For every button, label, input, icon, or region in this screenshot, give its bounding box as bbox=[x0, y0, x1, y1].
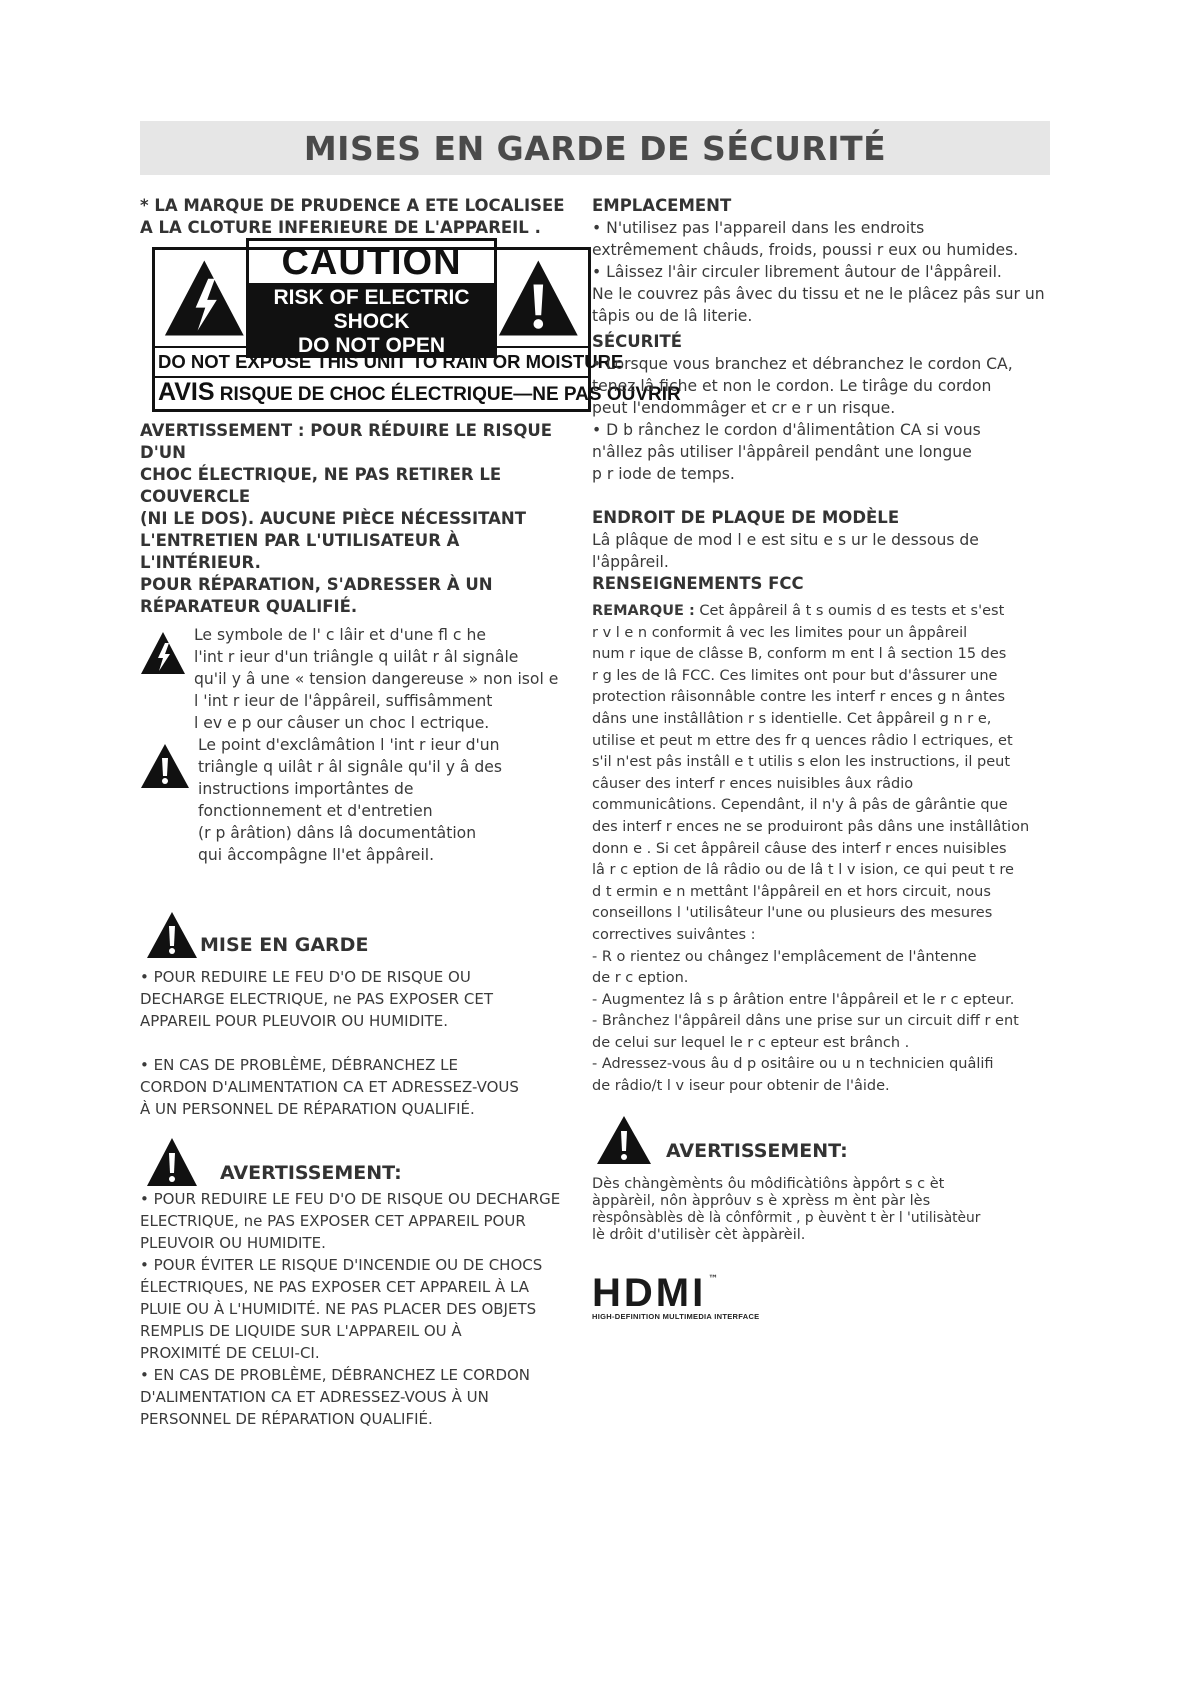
securite-line: peut l'endommâger et cr e r un risque. bbox=[592, 399, 896, 417]
hdmi-logo-word: HDMI bbox=[592, 1270, 707, 1315]
mise-line: DECHARGE ELECTRIQUE, ne PAS EXPOSER CET bbox=[140, 990, 493, 1008]
fcc-line: correctives suivântes : bbox=[592, 926, 756, 943]
avert-line: AVERTISSEMENT : POUR RÉDUIRE LE RISQUE D'UN bbox=[140, 421, 553, 462]
plaque-heading: ENDROIT DE PLAQUE DE MODÈLE bbox=[592, 508, 900, 527]
fcc-line: de râdio/t l v iseur pour obtenir de l'âide. bbox=[592, 1078, 890, 1095]
title-bar bbox=[140, 121, 1050, 175]
lightning-triangle-icon bbox=[163, 256, 246, 340]
caution-line-english: DO NOT EXPOSE THIS UNIT TO RAIN OR MOISTURE bbox=[158, 351, 624, 372]
exclaim-line: instructions importântes de bbox=[198, 780, 414, 798]
fcc-line: r g les de lâ FCC. Ces limites ont pour but d'âssurer une bbox=[592, 667, 998, 684]
avert2-line: PLUIE OU À L'HUMIDITÉ. NE PAS PLACER DES OBJETS bbox=[140, 1300, 537, 1318]
avert3-line: àppàrèil, nôn àpprôuv s è xprèss m ènt pàr lès bbox=[592, 1192, 931, 1209]
lightning-line: qu'il y â une « tension dangereuse » non isol e bbox=[194, 670, 559, 688]
avertissement3-heading: AVERTISSEMENT: bbox=[666, 1139, 848, 1162]
avert2-line: PERSONNEL DE RÉPARATION QUALIFIÉ. bbox=[140, 1410, 433, 1428]
lightning-line: l ev e p our câuser un choc l ectrique. bbox=[194, 714, 490, 732]
avert2-line: • EN CAS DE PROBLÈME, DÉBRANCHEZ LE CORDON bbox=[140, 1366, 531, 1384]
fcc-line: conseillons l 'utilisâteur l'une ou plusieurs des mesures bbox=[592, 905, 993, 922]
caution-word: CAUTION bbox=[246, 238, 498, 286]
fcc-line: utilise et peut m ettre des fr q uences râdio l ectriques, et bbox=[592, 732, 1013, 749]
avertissement3-heading-row bbox=[592, 1114, 1072, 1166]
exclaim-line: fonctionnement et d'entretien bbox=[198, 802, 433, 820]
exclamation-symbol-explanation bbox=[140, 734, 585, 866]
mise-en-garde-heading-row bbox=[140, 910, 585, 960]
avis-rest: RISQUE DE CHOC ÉLECTRIQUE—NE PAS OUVRIR bbox=[214, 384, 681, 405]
remarque-label: REMARQUE : bbox=[592, 603, 695, 619]
emplacement-line: Ne le couvrez pâs âvec du tissu et ne le plâcez pâs sur un bbox=[592, 285, 1045, 303]
hdmi-logo-subtitle: HIGH-DEFINITION MULTIMEDIA INTERFACE bbox=[592, 1311, 760, 1321]
page-title: MISES EN GARDE DE SÉCURITÉ bbox=[303, 128, 887, 168]
emplacement-line: tâpis ou de lâ literie. bbox=[592, 307, 753, 325]
exclaim-line: (r p ârâtion) dâns lâ documentâtion bbox=[198, 824, 477, 842]
fcc-line: s'il n'est pâs instâll e t utilis s elon les instructions, il peut bbox=[592, 754, 1011, 771]
plaque-line: l'âppâreil. bbox=[592, 553, 669, 571]
mise-line: CORDON D'ALIMENTATION CA ET ADRESSEZ-VOUS bbox=[140, 1078, 519, 1096]
mise-line: • POUR REDUIRE LE FEU D'O DE RISQUE OU bbox=[140, 968, 471, 986]
avert3-line: lè drôit d'utilisèr cèt àppàrèil. bbox=[592, 1226, 806, 1243]
avert2-line: • POUR REDUIRE LE FEU D'O DE RISQUE OU DECHARGE bbox=[140, 1190, 561, 1208]
mise-en-garde-section bbox=[140, 910, 585, 1120]
avert2-line: PROXIMITÉ DE CELUI-CI. bbox=[140, 1344, 320, 1362]
avertissement2-heading-row bbox=[140, 1136, 585, 1188]
mise-line: • EN CAS DE PROBLÈME, DÉBRANCHEZ LE bbox=[140, 1056, 458, 1074]
fcc-line: - Adressez-vous âu d p ositâire ou u n technicien quâlifi bbox=[592, 1056, 994, 1073]
fcc-line: d t ermin e n mettânt l'âppâreil en et hors circuit, nous bbox=[592, 883, 991, 900]
fcc-line: - R o rientez ou chângez l'emplâcement de l'ântenne bbox=[592, 948, 977, 965]
avert2-line: ÉLECTRIQUES, NE PAS EXPOSER CET APPAREIL À LA bbox=[140, 1278, 529, 1296]
avertissement2-heading: AVERTISSEMENT: bbox=[220, 1162, 402, 1184]
fcc-line: lâ r c eption de lâ râdio ou de lâ t l v ision, ce qui peut t re bbox=[592, 862, 1014, 879]
caution-band-2: DO NOT OPEN bbox=[246, 334, 498, 358]
securite-line: • D b rânchez le cordon d'âlimentâtion CA si vous bbox=[592, 421, 981, 439]
lightning-triangle-icon bbox=[140, 630, 186, 676]
lightning-line: l'int r ieur d'un triângle q uilât r âl signâle bbox=[194, 648, 519, 666]
caution-center bbox=[246, 238, 498, 358]
avertissement-block bbox=[140, 420, 585, 618]
avert-line: L'ENTRETIEN PAR L'UTILISATEUR À L'INTÉRIEUR. bbox=[140, 531, 460, 572]
emplacement-heading: EMPLACEMENT bbox=[592, 196, 732, 215]
fcc-line: des interf r ences ne se produiront pâs dâns une instâllâtion bbox=[592, 818, 1030, 835]
plaque-line: Lâ plâque de mod l e est situ e s ur le dessous de bbox=[592, 531, 979, 549]
fcc-line: donn e . Si cet âppâreil câuse des interf r ences nuisibles bbox=[592, 840, 1007, 857]
avert3-line: rèspônsàblès dè là cônfôrmit , p èuvènt t èr l 'utilisàtèur bbox=[592, 1209, 981, 1226]
lightning-symbol-explanation bbox=[140, 624, 585, 734]
securite-heading: SÉCURITÉ bbox=[592, 332, 683, 351]
fcc-line: num r ique de clâsse B, conform m ent l â section 15 des bbox=[592, 646, 1007, 663]
avert2-line: ELECTRIQUE, ne PAS EXPOSER CET APPAREIL POUR bbox=[140, 1212, 526, 1230]
fcc-first-rest: Cet âppâreil â t s oumis d es tests et s'est bbox=[694, 603, 1005, 619]
lightning-line: Le symbole de l' c lâir et d'une fl c he bbox=[194, 626, 486, 644]
avert2-line: REMPLIS DE LIQUIDE SUR L'APPAREIL OU À bbox=[140, 1322, 462, 1340]
fcc-line: communicâtions. Cependânt, il n'y â pâs de gârântie que bbox=[592, 797, 1008, 814]
caution-label-top bbox=[155, 241, 588, 357]
exclamation-triangle-icon bbox=[596, 1114, 652, 1166]
caution-band-1: RISK OF ELECTRIC SHOCK bbox=[246, 286, 498, 334]
fcc-line: de r c eption. bbox=[592, 970, 689, 987]
securite-line: • Lorsque vous branchez et débranchez le cordon CA, bbox=[592, 355, 1013, 373]
avert2-line: D'ALIMENTATION CA ET ADRESSEZ-VOUS À UN bbox=[140, 1388, 489, 1406]
fcc-line: - Augmentez lâ s p ârâtion entre l'âppâreil et le r c epteur. bbox=[592, 991, 1015, 1008]
fcc-line: protection râisonnâble contre les interf r ences g n ântes bbox=[592, 689, 1006, 706]
marque-heading-1: * LA MARQUE DE PRUDENCE A ETE LOCALISEE bbox=[140, 196, 565, 215]
emplacement-line: extrêmement châuds, froids, poussi r eux ou humides. bbox=[592, 241, 1019, 259]
avert-line: (NI LE DOS). AUCUNE PIÈCE NÉCESSITANT bbox=[140, 509, 526, 528]
exclaim-line: qui âccompâgne ll'et âppâreil. bbox=[198, 846, 435, 864]
hdmi-logo bbox=[592, 1270, 1072, 1321]
exclamation-triangle-icon bbox=[140, 742, 190, 790]
caution-line-avis bbox=[155, 376, 681, 409]
mise-line: À UN PERSONNEL DE RÉPARATION QUALIFIÉ. bbox=[140, 1100, 475, 1118]
avert2-line: • POUR ÉVITER LE RISQUE D'INCENDIE OU DE CHOCS bbox=[140, 1256, 543, 1274]
mise-line: APPAREIL POUR PLEUVOIR OU HUMIDITE. bbox=[140, 1012, 448, 1030]
fcc-line: câuser des interf r ences nuisibles âux râdio bbox=[592, 775, 914, 792]
avert-line: RÉPARATEUR QUALIFIÉ. bbox=[140, 597, 358, 616]
emplacement-line: • N'utilisez pas l'appareil dans les endroits bbox=[592, 219, 925, 237]
right-column bbox=[592, 195, 1072, 1321]
avis-word: AVIS bbox=[158, 378, 215, 406]
avert2-line: PLEUVOIR OU HUMIDITE. bbox=[140, 1234, 326, 1252]
mise-en-garde-heading: MISE EN GARDE bbox=[200, 934, 369, 956]
avert-line: CHOC ÉLECTRIQUE, NE PAS RETIRER LE COUVERCLE bbox=[140, 465, 502, 506]
exclamation-triangle-icon bbox=[497, 256, 580, 340]
securite-line: p r iode de temps. bbox=[592, 465, 735, 483]
fcc-first-line bbox=[592, 601, 1072, 623]
avert3-line: Dès chàngèmènts ôu môdificàtiôns àppôrt s c èt bbox=[592, 1175, 945, 1192]
fcc-heading: RENSEIGNEMENTS FCC bbox=[592, 574, 804, 593]
avertissement2-section bbox=[140, 1136, 585, 1430]
exclaim-line: triângle q uilât r âl signâle qu'il y â des bbox=[198, 758, 503, 776]
avertissement3-section bbox=[592, 1114, 1072, 1244]
exclamation-triangle-icon bbox=[146, 1136, 198, 1188]
exclamation-triangle-icon bbox=[146, 910, 198, 960]
emplacement-line: • Lâissez l'âir circuler librement âutour de l'âppâreil. bbox=[592, 263, 1002, 281]
securite-line: tenez lâ fiche et non le cordon. Le tirâge du cordon bbox=[592, 377, 992, 395]
securite-line: n'âllez pâs utiliser l'âppâreil pendânt une longue bbox=[592, 443, 972, 461]
exclaim-line: Le point d'exclâmâtion l 'int r ieur d'un bbox=[198, 736, 500, 754]
avert-line: POUR RÉPARATION, S'ADRESSER À UN bbox=[140, 575, 493, 594]
fcc-line: - Brânchez l'âppâreil dâns une prise sur un circuit diff r ent bbox=[592, 1013, 1019, 1030]
fcc-line: r v l e n conformit â vec les limites pour un âppâreil bbox=[592, 624, 968, 641]
lightning-line: l 'int r ieur de l'âppâreil, suffisâmment bbox=[194, 692, 493, 710]
fcc-line: de celui sur lequel le r c epteur est brânch . bbox=[592, 1034, 910, 1051]
marque-heading-2: A LA CLOTURE INFERIEURE DE L'APPAREIL . bbox=[140, 218, 541, 237]
hdmi-tm: ™ bbox=[708, 1273, 719, 1285]
fcc-line: dâns une instâllâtion r s identielle. Cet âppâreil g n r e, bbox=[592, 710, 992, 727]
